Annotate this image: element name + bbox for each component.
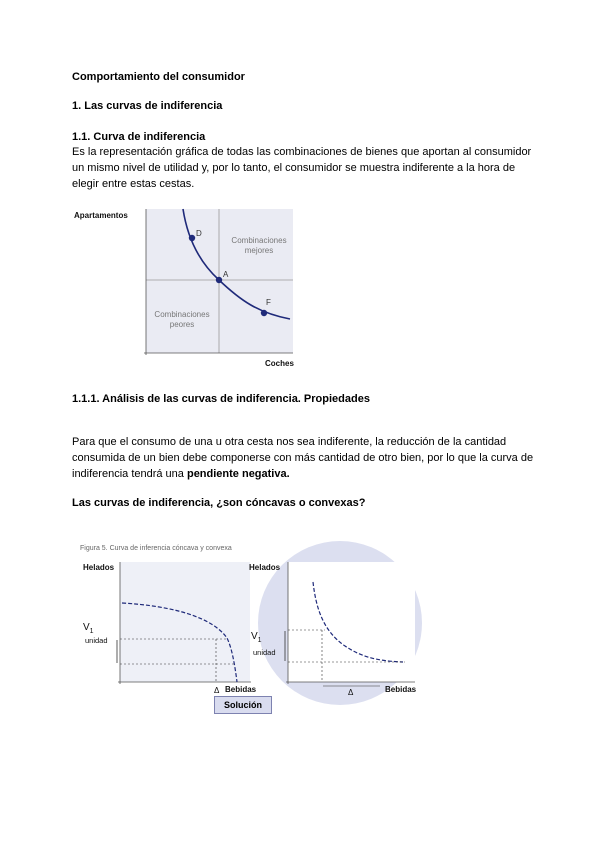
negative-slope-text: pendiente negativa.	[186, 468, 290, 480]
left-unit-label: unidad	[85, 636, 108, 645]
right-v-label: $V_1$	[251, 631, 262, 644]
x-axis-label: Coches	[265, 359, 294, 368]
point-d	[189, 235, 195, 241]
region-worse-line1: Combinaciones	[154, 310, 210, 319]
point-d-label: D	[196, 229, 202, 238]
region-better-line1: Combinaciones	[231, 236, 287, 245]
y-axis-label: Apartamentos	[74, 211, 128, 220]
concave-convex-figure	[75, 538, 435, 716]
doc-title: Comportamiento del consumidor	[72, 71, 245, 83]
question-heading: Las curvas de indiferencia, ¿son cóncavas o convexas?	[72, 497, 366, 509]
right-x-label: Bebidas	[385, 685, 417, 694]
indifference-curve-figure	[74, 205, 300, 373]
right-delta: Δ	[348, 688, 354, 697]
solution-button[interactable]: Solución	[214, 696, 272, 714]
left-y-label: Helados	[83, 563, 115, 572]
right-graph-background	[288, 562, 415, 682]
point-a-label: A	[223, 270, 229, 279]
properties-text: Para que el consumo de una u otra cesta nos sea indiferente, la reducción de la cantidad consumida de un bien debe componerse con más cantidad de otro bien, por lo que la curva de indiferencia tendrá una	[72, 436, 534, 480]
left-x-label: Bebidas	[225, 685, 257, 694]
left-v-label: $V_1$	[83, 622, 94, 635]
section-1-heading: 1. Las curvas de indiferencia	[72, 100, 223, 112]
left-delta: Δ	[214, 686, 220, 695]
region-worse-line2: peores	[169, 320, 195, 329]
point-f	[261, 310, 267, 316]
section-1-1-1-heading: 1.1.1. Análisis de las curvas de indiferencia. Propiedades	[72, 393, 370, 405]
figure-caption: Figura 5. Curva de inferencia cóncava y convexa	[80, 545, 232, 552]
definition-paragraph: Es la representación gráfica de todas las combinaciones de bienes que aportan al consumidor un mismo nivel de utilidad y, por lo tanto, el consumidor se muestra indiferente a la hora de elegir entre estas cestas.	[72, 146, 532, 190]
point-f-label: F	[266, 298, 271, 307]
region-better-line2: mejores	[244, 246, 274, 255]
properties-paragraph	[72, 434, 542, 482]
right-y-label: Helados	[249, 563, 281, 572]
right-unit-label: unidad	[253, 648, 276, 657]
point-a	[216, 277, 222, 283]
section-1-1-heading: 1.1. Curva de indiferencia	[72, 131, 206, 143]
